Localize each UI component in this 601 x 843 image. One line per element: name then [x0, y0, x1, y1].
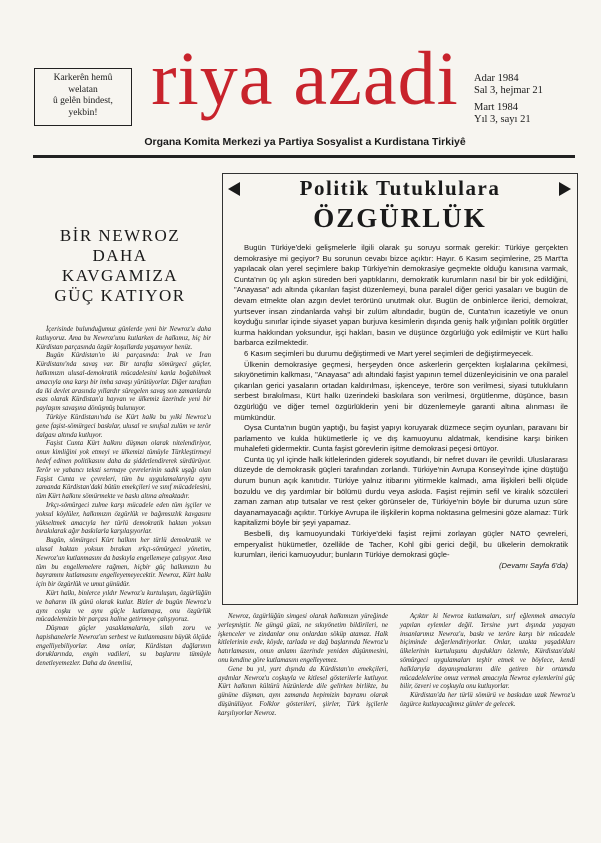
issue-dates	[474, 73, 574, 131]
slogan-line: welatan	[68, 84, 98, 95]
left-article-body	[36, 326, 211, 669]
headline-line: KAVGAMIZA	[61, 266, 179, 285]
slogan-line: Karkerên hemû	[53, 73, 113, 83]
headline-line: DAHA	[92, 246, 148, 265]
masthead-subtitle: Organa Komita Merkezi ya Partiya Sosyalist a Kurdistana Tirkiyê	[144, 136, 466, 148]
feature-title-line2: ÖZGÜRLÜK	[313, 203, 487, 233]
paragraph: İçerisinde bulunduğumuz günlerde yeni bir Newroz'u daha kutluyoruz. Ama bu Newroz'unu kutlarken de halkımız, hiç bir Kürdistan parçasında özgür koşullarda yaşamıyor henüz.	[36, 326, 211, 351]
headline-line: GÜÇ KATIYOR	[54, 286, 186, 305]
feature-title-line1: Politik Tutuklulara	[299, 176, 501, 200]
paragraph: Ülkenin demokrasiye geçmesi, herşeyden önce askerlerin gerçekten kışlalarına çekilmesi, sıkıyönetimin kalkması, "Anayasa" adı altındaki faşist yapının temel düzenleyicisinin ve ona paralel çıkarılan gerici yasaların ortadan kaldırılması, işkenceye, teröre son verilmesi, siyasi tutukluların serbest bırakılması, Kürt halkı üzerindeki baskılara son verilmesi, örgütlenme, düşünce, basın özgürlüğü ve diğer temel özgürlüklerin yeni bir düzenlemeyle garanti altına alınması ile mümkündür.	[234, 359, 568, 422]
issue-number-turkish: Yıl 3, sayı 21	[474, 113, 531, 125]
left-article-final-column	[400, 613, 575, 710]
paragraph: Faşist Cunta Kürt halkını düşman olarak nitelendiriyor, onun kimliğini yok etmeyi ve ülkemizi tümüyle Türkleştirmeyi hedef edinen politikasını daha da şiddetlendirerek sürdürüyor. Terör ve yabancı teksti sermaye çevrelerinin sadık uşağı olan Faşist Cunta ve çevreleri, tüm bu uygulamalarıyla aynı zamanda Kürdistan'daki bütün emekçileri ve sınıf mücadelesini, tüm Kürt halkını sömürmekte ve baskı altına almaktadır.	[36, 440, 211, 501]
continuation-note: (Devamı Sayfa 6'da)	[499, 560, 568, 570]
paragraph: 6 Kasım seçimleri bu durumu değiştirmedi ve Mart yerel seçimleri de değiştirmeyecek.	[244, 348, 534, 358]
paragraph: Cunta üç yıl içinde halk kitlelerinden giderek soyutlandı, bir nefret duvarı ile çevrildi. Uluslararası düzeyde de demokrasik güçleri tarafından zorlandı. Türkiye'nin Avrupa Konseyi'nde içine düştüğü durum bunun açık kanıtıdır. Türkiye yalnız itibarını yitirmekle kalmadı, ama ilişkileri belli ölçüde bozuldu ve dış yardımlar bir bölümü durdu veya askıda. Faşist rejimin sefil ve kiralık sözcüleri zaman zaman atıp tutsalar ve rest çeker görünseler de, Türkiye'nin böyle bir duruma uzun süre dayanamayacağı açıktır. Türkiye Avrupa ile ilişkilerin kopma noktasına gelmesini göze alamaz: Türk kapitalizmi böyle bir şeyi yapamaz.	[234, 454, 568, 528]
masthead-title: riya azadi	[151, 37, 459, 121]
paragraph: Türkiye Kürdistanı'nda ise Kürt halkı bu yılki Newroz'u gene faşist-sömürgeci baskılar, ulusal ve sınıfsal zulüm ve terör dalgası altında kutluyor.	[36, 413, 211, 439]
feature-article-body	[234, 243, 568, 571]
paragraph: Besbelli, dış kamuoyundaki Türkiye'deki faşist rejimi zorlayan güçler NATO çevreleri, emperyalist hükümetler, özellikle de Tacher, Kohl gibi gerici değil, bu ülkelerin demokratik kurumları, ilerici kamuoyudur; bunların Türkiye demokrasi güçle-	[234, 529, 568, 560]
left-article-continuation-column	[218, 613, 388, 719]
issue-number-kurdish: Sal 3, hejmar 21	[474, 84, 543, 96]
issue-date-turkish: Mart 1984	[474, 102, 519, 113]
slogan-line: û gelên bindest,	[53, 96, 113, 106]
paragraph: Newroz, özgürlüğün simgesi olarak halkımızın yüreğinde yerleşmiştir. Ne güngü güzü, ne sıkıyönetim bildirileri, ne işkenceler ve zindanlar onu onlardan söküp atamaz. Halk kitlelerinin evde, köyde, tarlada ve dağ başlarında Newroz'u hatırlamasını, onun anlamı üzerinde yeniden düşünmesini, onu kendine göre kutlamasını engelleyemez.	[218, 613, 388, 664]
header-divider	[33, 155, 575, 158]
paragraph: Oysa Cunta'nın bugün yaptığı, bu faşist yapıyı koruyarak düzmece seçim oyunları, paravanı bir parlamento ve kukla hükümetlerle iç ve dış kamuoyunu aldatmak, kendisine karşı biriken muhalefeti gidermektir. Cunta faşist görevlerin işitme demokrasi peçesi örtüyor.	[234, 423, 568, 454]
paragraph: Bugün Türkiye'deki gelişmelerle ilgili olarak şu soruyu sormak gerekir: Türkiye gerçekten demokrasiye mi geçiyor? Bu sorunun cevabı bizce açıktır: Hayır. 6 Kasım seçimlerine, 25 Mart'ta yapılacak olan yerel seçimlere bakıp Türkiye'nin demokrasiye geçmekte olduğu kanısına varmak, Cunta'nın üç yılı aşkın süreden beri yaptıklarını, demokratik kurumların nasıl bir bir yok edildiğini, "Anayasa" adı altında çıkarılan faşist düzenlemeyi, buna paralel diğer gerici yasaları ve bugün de devam etmekte olan azgın devlet terörünü unutmak olur. Bugün de onbinlerce ilerici, demokrat, yurtsever insan zindanlarda vahşi bir zulüm altındadır, bugün de, Cunta'nın icazetiyle ve onun koyduğu sınırlar içinde siyaset yapan burjuva kesimlerin dışında geniş halk yığınları politik örgütler kurma hakkından yoksundur, işçi hakları, basın ve düşünce özgürlüğü yok edilmiştir ve Kürt halkı barbarca ezilmektedir.	[234, 243, 568, 348]
slogan-box	[34, 68, 132, 126]
paragraph: Gene bu yıl, yurt dışında da Kürdistan'ın emekçileri, aydınlar Newroz'u coşkuyla ve kitlesel gösterilerle kutluyor. Kürt halkının kültürü hüzünlerde dile gelirken birlikte, bu gününe düşman, aynı zamanda hepimizin bayramı olarak düşünülüyor. Folklor gösterileri, şiirler, Türk işçilerle karşılıyorlar Newroz.	[218, 665, 388, 717]
paragraph: Irkçı-sömürgeci zulme karşı mücadele eden tüm işçiler ve yoksul köylüler, halkımızın özgürlük ve bağımsızlık kavgasını yükseltmek amacıyla her türlü demokratik haktan yoksun bırakılarak ağır baskılarla karşılaşıyorlar.	[36, 501, 211, 536]
left-article-headline	[30, 226, 210, 306]
issue-date-kurdish: Adar 1984	[474, 73, 519, 84]
paragraph: Düşman güçler yasaklamalarla, silah zoru ve hapishanelerle Newroz'un serbest ve kutlanmasını büyük ölçüde engelliyebiliyorlar. Ama onlar, Kürdistan dağlarının doruklarında, engin vadileri, su başlarını tümüyle denetleyemezler. Daha da önemlisi,	[36, 625, 211, 668]
paragraph: Bugün Kürdistan'ın iki parçasında: Irak ve İran Kürdistanı'nda savaş var. Bir tarafta sömürgeci güçler, halkımızın ulusal-demokratik mücadelesini kanla boğabilmek amacıyla ona karşı bir imha savaşı yürütüyorlar. Diğer taraftan da iki devlet arasında yıllardır süregelen savaş son zamanlarda esas olarak Kürdistan'a hayvan ve ülkemiz üzerinde yeni bir paylaşım savaşına dönüşmüş bulunuyor.	[36, 352, 211, 413]
paragraph: Bugün, sömürgeci Kürt halkını her türlü demokratik ve ulusal haktan yoksun bırakan ırkçı-sömürgeci yönetim, Newroz'un kutlanmasını da baskıyla engellemeye çalışıyor. Ama tüm bu engellemelere rağmen, hiçbir güç halkımızın bu bayramını kutlamasını engelleyemeyecektir. Newroz, Kürt halkı için bir özgürlük ve umut günüdür.	[36, 537, 211, 589]
headline-line: BİR NEWROZ	[59, 226, 181, 245]
paragraph: Kürdistan'da her türlü sömürü ve baskıdan uzak Newroz'u özgürce kutlayacağımız günler de gelecek.	[400, 692, 575, 708]
paragraph: Kürt halkı, binlerce yıldır Newroz'u kurtuluşun, özgürlüğün ve baharın ilk günü olarak kutlar. Bizler de bugün Newroz'u aynı coşku ve aynı güçle kutlamaya, onu özgürlük mücadelemizin bir parçası haline getirmeye çalışıyoruz.	[36, 589, 211, 624]
slogan-line: yekbin!	[68, 107, 98, 118]
paragraph: Açıktır ki Newroz kutlamaları, sırf eğlenmek amacıyla yapılan eylemler değil. Tersine yurt dışında yaşayan insanlarımız Newroz'u, baskı ve teröre karşı bir mücadele biçiminde değerlendiriyorlar. Onlar, uzakta yaşadıkları ülkelerinin kurtuluşunu duydukları özlemle, Kürdistan'daki sömürgeci uygulamaları teşhir etmek ve böylece, kendi halklarıyla dayanışmalarını dile getiren bir ortamda mücadelelerine omuz vermek amacıyla Newroz eylemlerini güç bilir, özveri ve coşkuyla onu kutluyorlar.	[400, 613, 575, 691]
